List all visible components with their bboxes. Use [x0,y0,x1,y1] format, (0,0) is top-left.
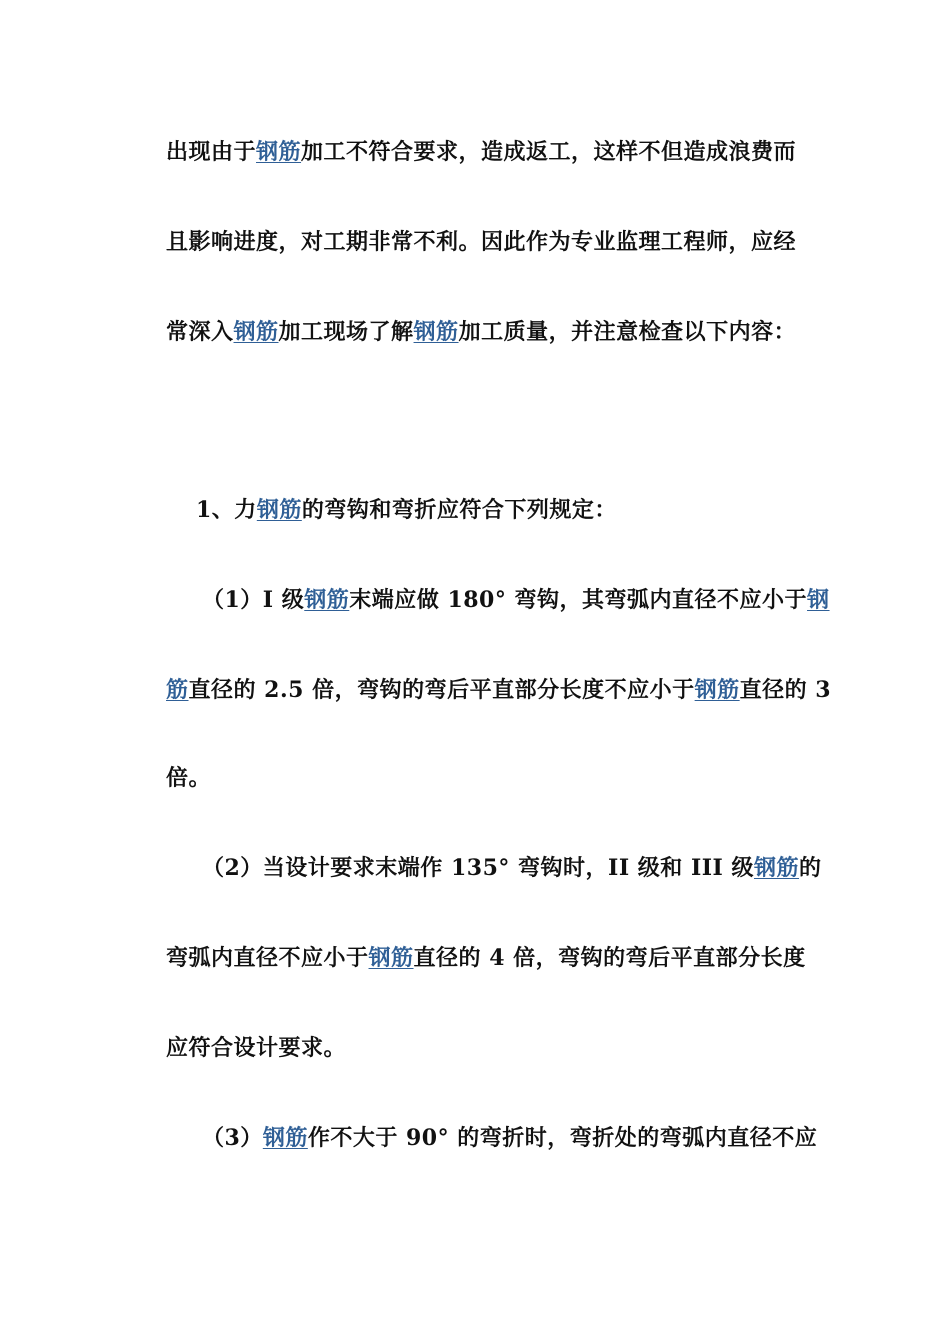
term-link[interactable]: 钢筋 [368,945,414,971]
text-span: 加工现场了解 [278,319,414,345]
text-span: 且影响进度，对工期非常不利。因此作为专业监理工程师，应经 [166,229,797,255]
term-link[interactable]: 钢筋 [233,319,279,345]
text-line [202,586,830,614]
term-link[interactable]: 钢筋 [256,497,302,523]
text-span: 直径的 3 [739,677,832,703]
text-span: 常深入 [166,319,234,345]
term-link[interactable]: 钢筋 [262,1125,308,1151]
text-line [196,496,617,524]
text-span: 作不大于 90° 的弯折时，弯折处的弯弧内直径不应 [307,1125,818,1151]
text-span: 出现由于 [166,139,257,165]
text-span: 末端应做 180° 弯钩，其弯弧内直径不应小于 [349,587,808,613]
text-span: 直径的 2.5 倍，弯钩的弯后平直部分长度不应小于 [188,677,695,703]
text-line [166,138,796,166]
term-link[interactable]: 钢筋 [256,139,302,165]
text-span: 的 [799,855,822,881]
text-span: （3） [202,1125,263,1151]
term-link[interactable]: 钢筋 [304,587,350,613]
term-link[interactable]: 钢筋 [413,319,459,345]
term-link[interactable]: 筋 [166,677,189,703]
text-line [166,228,796,256]
text-span: 弯弧内直径不应小于 [166,945,369,971]
text-span: 加工质量，并注意检查以下内容： [458,319,797,345]
text-line [166,1034,346,1062]
text-span: 1、力 [196,497,257,523]
text-line [166,944,806,972]
text-span: 的弯钩和弯折应符合下列规定： [301,497,617,523]
text-span: （2）当设计要求末端作 135° 弯钩时，II 级和 III 级 [202,855,754,881]
text-line [202,1124,817,1152]
text-line [166,764,211,792]
term-link[interactable]: 钢筋 [753,855,799,881]
text-span: 加工不符合要求，造成返工，这样不但造成浪费而 [301,139,797,165]
text-line [202,854,822,882]
text-span: 应符合设计要求。 [166,1035,347,1061]
term-link[interactable]: 钢筋 [694,677,740,703]
text-line [166,676,831,704]
text-span: 倍。 [166,765,212,791]
text-span: 直径的 4 倍，弯钩的弯后平直部分长度 [413,945,806,971]
text-line [166,318,796,346]
term-link[interactable]: 钢 [807,587,830,613]
text-span: （1）I 级 [202,587,305,613]
